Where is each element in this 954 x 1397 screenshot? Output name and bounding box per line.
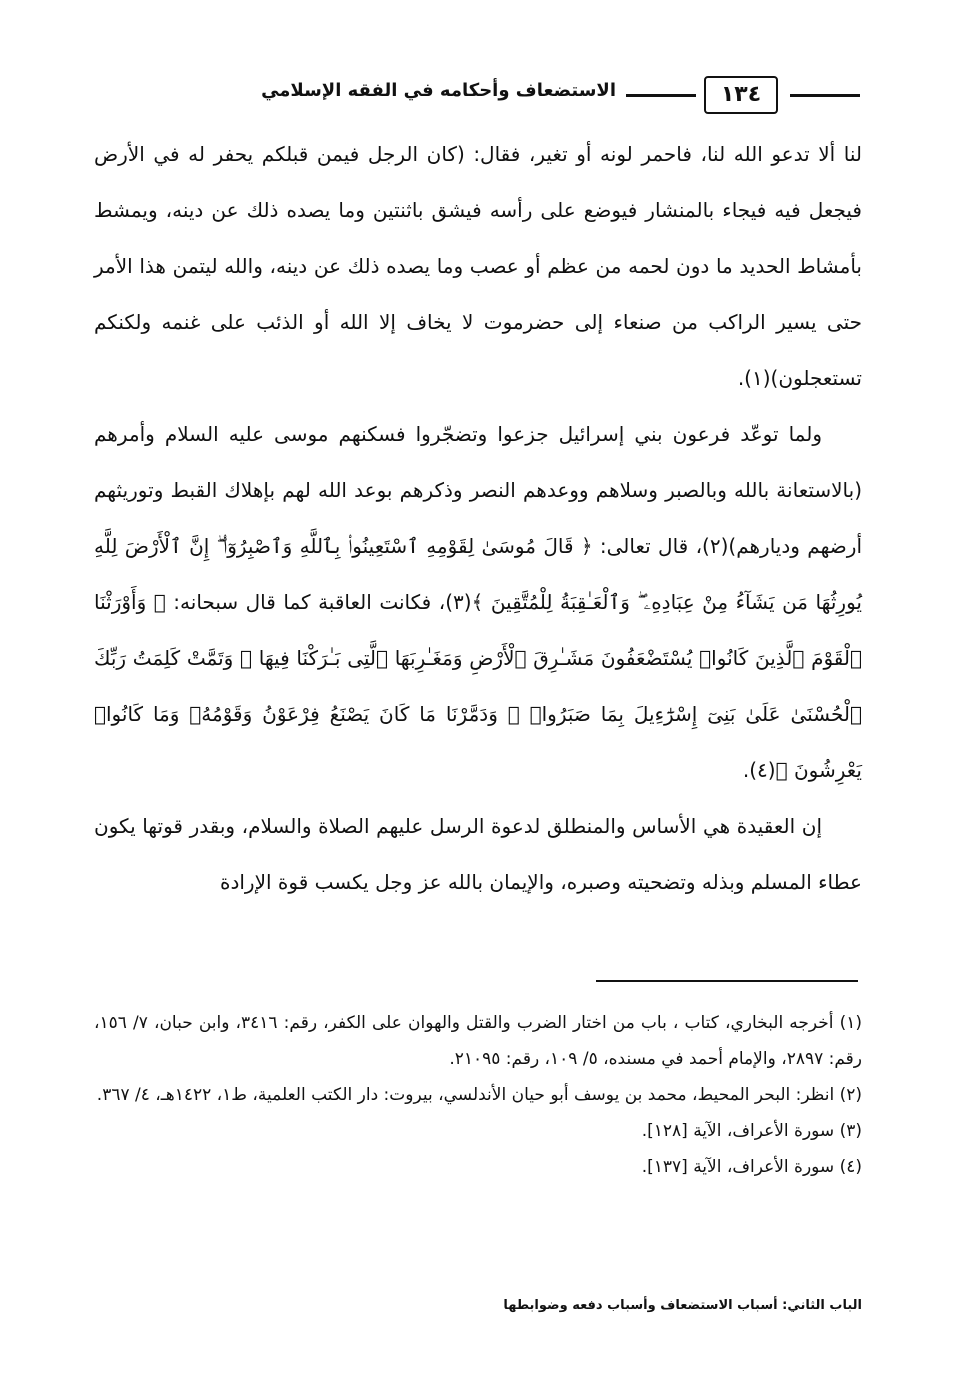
footnote: (٢) انظر: البحر المحيط، محمد بن يوسف أبو حيان الأندلسي، بيروت: دار الكتب العلمية، ط١، ١٤٢٢هـ، ٤/ ٣٦٧. [96, 1085, 862, 1105]
page-number: ١٣٤ [704, 76, 778, 114]
body-paragraph: إن العقيدة هي الأساس والمنطلق لدعوة الرسل عليهم الصلاة والسلام، وبقدر قوتها يكون عطاء المسلم وبذله وتضحيته وصبره، والإيمان بالله عز وجل يكسب قوة الإرادة [94, 814, 862, 894]
header-rule-middle [626, 94, 696, 97]
chapter-footer: الباب الثاني: أسباب الاستضعاف وأسباب دفعه وضوابطها [503, 1298, 862, 1313]
footnote: (٤) سورة الأعراف، الآية [١٣٧]. [641, 1157, 862, 1177]
body-paragraph: لنا ألا تدعو الله لنا، فاحمر لونه أو تغير، فقال: (كان الرجل فيمن قبلكم يحفر له في الأرض فيجعل فيه فيجاء بالمنشار فيوضع على رأسه فيشق باثنتين وما يصده ذلك عن دينه، ويمشط بأمشاط الحديد ما دون لحمه من عظم أو عصب وما يصده ذلك عن دينه، والله ليتمن هذا الأمر حتى يسير الراكب من صنعاء إلى حضرموت لا يخاف إلا الله أو الذئب على غنمه ولكنكم تستعجلون)(١). [94, 142, 862, 390]
running-title: الاستضعاف وأحكامه في الفقه الإسلامي [261, 80, 616, 101]
main-text [94, 126, 862, 910]
body-paragraph: ولما توعّد فرعون بني إسرائيل جزعوا وتضجّروا فسكنهم موسى عليه السلام وأمرهم (بالاستعانة بالله وبالصبر وسلاهم ووعدهم النصر وذكرهم بوعد الله لهم بإهلاك القبط وتوريثهم أرضهم وديارهم)(٢)، قال تعالى: ﴿ قَالَ مُوسَىٰ لِقَوْمِهِ ٱسْتَعِينُوا۟ بِٱللَّهِ وَٱصْبِرُوٓا۟ ۖ إِنَّ ٱلْأَرْضَ لِلَّهِ يُورِثُهَا مَن يَشَآءُ مِنْ عِبَادِهِۦ ۖ وَٱلْعَـٰقِبَةُ لِلْمُتَّقِينَ ﴾(٣)، فكانت العاقبة كما قال سبحانه: ﴿ وَأَوْرَثْنَا ٱلْقَوْمَ ٱلَّذِينَ كَانُوا۟ يُسْتَضْعَفُونَ مَشَـٰرِقَ ٱلْأَرْضِ وَمَغَـٰرِبَهَا ٱلَّتِى بَـٰرَكْنَا فِيهَا ۖ وَتَمَّتْ كَلِمَتُ رَبِّكَ ٱلْحُسْنَىٰ عَلَىٰ بَنِىٓ إِسْرَٰٓءِيلَ بِمَا صَبَرُوا۟ ۖ وَدَمَّرْنَا مَا كَانَ يَصْنَعُ فِرْعَوْنُ وَقَوْمُهُۥ وَمَا كَانُوا۟ يَعْرِشُونَ ﴾(٤). [94, 422, 863, 782]
footnotes [94, 1005, 862, 1185]
footnote: (٣) سورة الأعراف، الآية [١٢٨]. [641, 1121, 862, 1141]
page-header [108, 72, 860, 116]
footnote-separator [596, 980, 858, 982]
footnote: (١) أخرجه البخاري، كتاب ، باب من اختار الضرب والقتل والهوان على الكفر، رقم: ٣٤١٦، وابن حبان، ٧/ ١٥٦، رقم: ٢٨٩٧، والإمام أحمد في مسنده، ٥/ ١٠٩، رقم: ٢١٠٩٥. [94, 1013, 863, 1069]
header-rule-right [790, 94, 860, 97]
